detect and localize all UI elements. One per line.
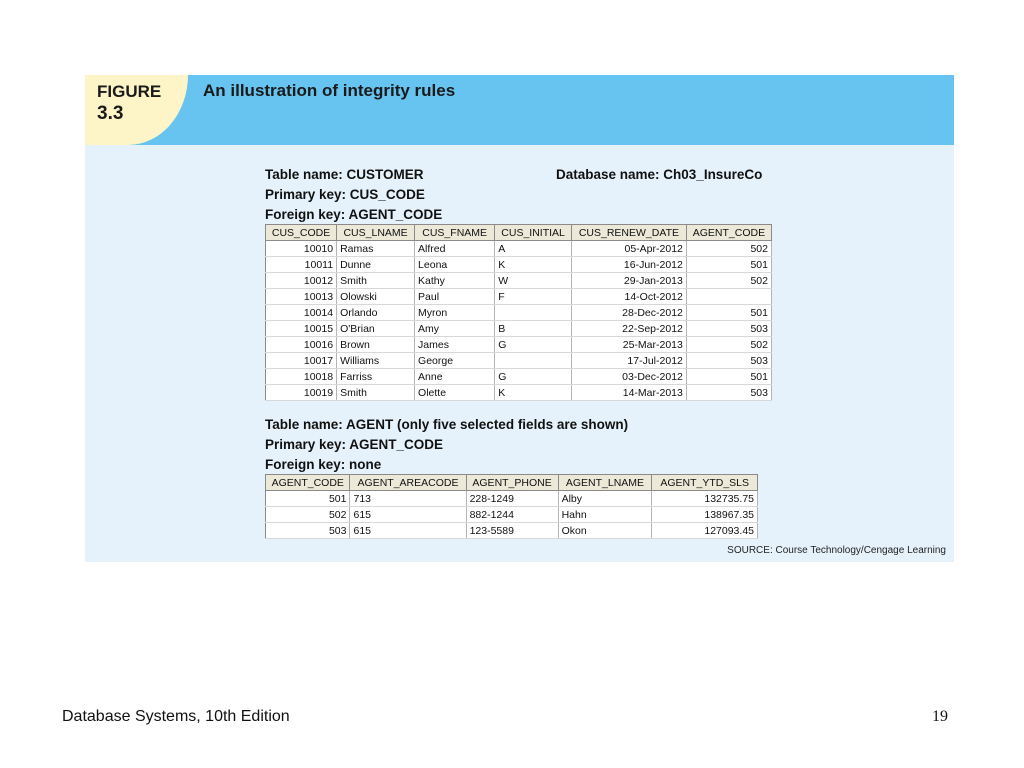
table-cell: 03-Dec-2012 [571,369,686,385]
table-cell: 16-Jun-2012 [571,257,686,273]
table-cell: Smith [337,273,415,289]
figure-header [85,75,954,145]
table-cell: Anne [415,369,495,385]
figure-panel [85,75,954,562]
table-row [266,321,772,337]
table-cell: Dunne [337,257,415,273]
table-cell: Okon [558,523,652,539]
table-cell: 127093.45 [652,523,758,539]
table-cell: 10010 [266,241,337,257]
table-cell: 10011 [266,257,337,273]
table-cell: O'Brian [337,321,415,337]
table-cell [686,289,771,305]
table-cell: Olette [415,385,495,401]
table-cell: 10014 [266,305,337,321]
table-row [266,305,772,321]
table-row [266,523,758,539]
table-cell [495,353,572,369]
column-header: AGENT_PHONE [466,475,558,491]
table-cell: 882-1244 [466,507,558,523]
footer-page-number: 19 [932,708,948,725]
column-header: CUS_INITIAL [495,225,572,241]
table-cell: F [495,289,572,305]
figure-number: 3.3 [97,103,124,124]
customer-foreign-key: Foreign key: AGENT_CODE [265,207,443,222]
table-cell: Paul [415,289,495,305]
table-cell: 713 [350,491,466,507]
column-header: CUS_CODE [266,225,337,241]
table-cell: 10019 [266,385,337,401]
column-header: CUS_FNAME [415,225,495,241]
table-cell: James [415,337,495,353]
table-cell: 501 [686,305,771,321]
table-cell: 132735.75 [652,491,758,507]
table-cell: 14-Mar-2013 [571,385,686,401]
table-cell: Myron [415,305,495,321]
table-row [266,369,772,385]
figure-label-text: FIGURE [97,82,162,101]
table-cell: 501 [686,257,771,273]
table-cell: K [495,257,572,273]
table-cell: Alby [558,491,652,507]
database-name: Database name: Ch03_InsureCo [556,167,763,182]
table-cell: Amy [415,321,495,337]
table-cell: Smith [337,385,415,401]
agent-meta [265,415,628,475]
table-cell: 502 [686,241,771,257]
table-row [266,241,772,257]
column-header: AGENT_CODE [266,475,350,491]
table-cell: 502 [266,507,350,523]
table-cell: 501 [686,369,771,385]
agent-foreign-key: Foreign key: none [265,457,382,472]
column-header: CUS_LNAME [337,225,415,241]
table-cell: 502 [686,273,771,289]
table-cell: Kathy [415,273,495,289]
table-cell: 615 [350,507,466,523]
figure-title: An illustration of integrity rules [203,81,456,100]
table-cell: 503 [686,321,771,337]
table-cell: 29-Jan-2013 [571,273,686,289]
table-cell: 10013 [266,289,337,305]
table-cell: G [495,337,572,353]
footer-book-title: Database Systems, 10th Edition [62,708,290,725]
table-cell: 503 [686,385,771,401]
column-header: AGENT_YTD_SLS [652,475,758,491]
agent-table-body [266,491,758,539]
agent-table-name: Table name: AGENT (only five selected fields are shown) [265,417,629,432]
customer-meta [265,165,442,225]
column-header: AGENT_LNAME [558,475,652,491]
table-cell: K [495,385,572,401]
table-cell: George [415,353,495,369]
agent-table [265,474,758,539]
agent-header-row [266,475,758,491]
table-row [266,273,772,289]
table-cell: 615 [350,523,466,539]
table-cell: Leona [415,257,495,273]
table-cell: Alfred [415,241,495,257]
table-cell: 10018 [266,369,337,385]
table-cell: 123-5589 [466,523,558,539]
customer-header-row [266,225,772,241]
table-cell: 17-Jul-2012 [571,353,686,369]
figure-label [97,81,187,125]
table-cell: 10015 [266,321,337,337]
table-row [266,337,772,353]
column-header: CUS_RENEW_DATE [571,225,686,241]
table-row [266,353,772,369]
customer-table [265,224,772,401]
table-cell: Olowski [337,289,415,305]
table-cell: 10016 [266,337,337,353]
table-cell: Hahn [558,507,652,523]
table-cell [495,305,572,321]
table-row [266,289,772,305]
table-cell: B [495,321,572,337]
customer-table-body [266,241,772,401]
table-cell: Farriss [337,369,415,385]
table-cell: 28-Dec-2012 [571,305,686,321]
table-cell: 05-Apr-2012 [571,241,686,257]
table-cell: 25-Mar-2013 [571,337,686,353]
table-cell: 228-1249 [466,491,558,507]
customer-primary-key: Primary key: CUS_CODE [265,187,425,202]
table-cell: A [495,241,572,257]
table-cell: 22-Sep-2012 [571,321,686,337]
table-cell: W [495,273,572,289]
column-header: AGENT_AREACODE [350,475,466,491]
table-row [266,257,772,273]
source-credit: SOURCE: Course Technology/Cengage Learning [727,545,946,556]
agent-primary-key: Primary key: AGENT_CODE [265,437,444,452]
table-cell: 10012 [266,273,337,289]
table-cell: Orlando [337,305,415,321]
table-row [266,385,772,401]
table-cell: G [495,369,572,385]
customer-table-name: Table name: CUSTOMER [265,167,424,182]
table-cell: 501 [266,491,350,507]
table-cell: Brown [337,337,415,353]
column-header: AGENT_CODE [686,225,771,241]
table-row [266,507,758,523]
table-cell: 138967.35 [652,507,758,523]
table-cell: 503 [266,523,350,539]
table-row [266,491,758,507]
table-cell: 10017 [266,353,337,369]
table-cell: 502 [686,337,771,353]
table-cell: 14-Oct-2012 [571,289,686,305]
table-cell: 503 [686,353,771,369]
table-cell: Ramas [337,241,415,257]
table-cell: Williams [337,353,415,369]
